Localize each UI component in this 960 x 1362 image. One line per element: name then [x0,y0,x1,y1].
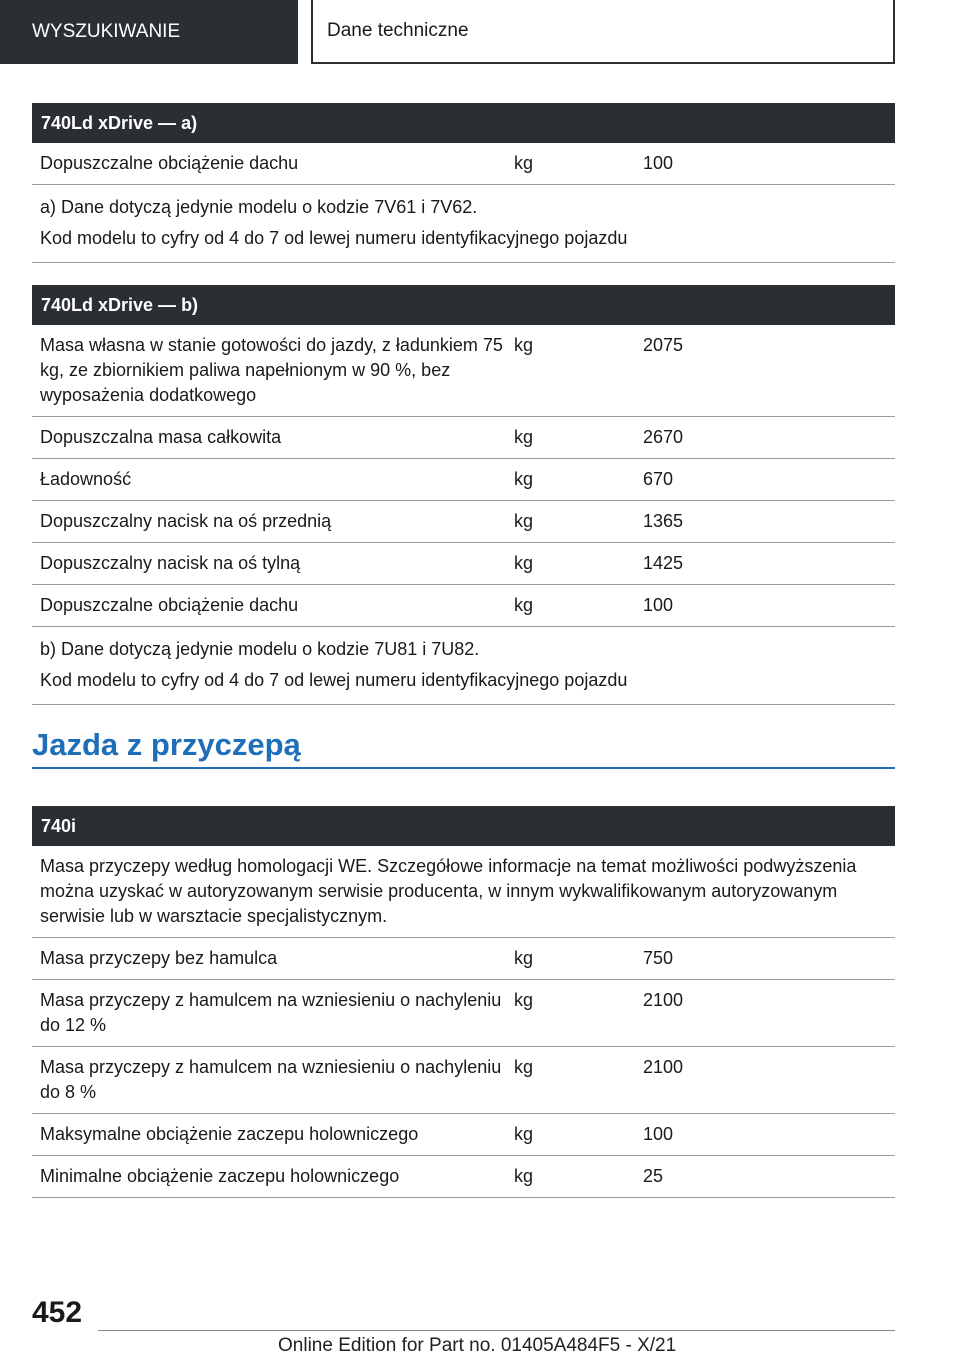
section-heading: Jazda z przyczepą [32,727,895,769]
row-unit: kg [514,1124,534,1144]
row-unit: kg [514,427,534,447]
table-row [32,543,895,585]
table-footnote [32,627,895,705]
row-unit: kg [514,1166,534,1186]
row-unit: kg [514,553,534,573]
row-value: 2100 [643,990,684,1010]
spec-table-740ld-a [32,103,895,263]
spec-table-740i-towing [32,806,895,1198]
row-label: Dopuszczalne obciążenie dachu [40,595,299,615]
row-label: Dopuszczalna masa całkowita [40,427,282,447]
row-value: 100 [643,595,674,615]
row-unit: kg [514,335,534,355]
row-value: 100 [643,153,674,173]
row-value: 670 [643,469,674,489]
row-label: Ładowność [40,469,132,489]
table-title: 740i [32,806,895,846]
table-row [32,325,895,417]
row-value: 100 [643,1124,674,1144]
row-value: 2075 [643,335,684,355]
row-label: Minimalne obciążenie zaczepu holowniczego [40,1166,400,1186]
row-unit: kg [514,511,534,531]
footnote-line: a) Dane dotyczą jedynie modelu o kodzie 7V61 i 7V62. [40,197,478,217]
table-row [32,585,895,627]
row-unit: kg [514,153,534,173]
row-value: 2670 [643,427,684,447]
row-value: 1365 [643,511,684,531]
table-title: 740Ld xDrive — b) [32,285,895,325]
page-number: 452 [32,1296,83,1329]
row-label: Maksymalne obciążenie zaczepu holowniczego [40,1124,419,1144]
row-unit: kg [514,990,534,1010]
footnote-line: b) Dane dotyczą jedynie modelu o kodzie 7U81 i 7U82. [40,639,480,659]
table-row [32,143,895,185]
edition-footer: Online Edition for Part no. 01405A484F5 - X/21 [278,1335,677,1356]
row-label: Masa własna w stanie gotowości do jazdy, z ładunkiem 75 kg, ze zbiornikiem paliwa napełnionym w 90 %, bez wyposażenia dodatkowego [40,335,503,405]
table-row [32,938,895,980]
row-label: Dopuszczalny nacisk na oś przednią [40,511,332,531]
row-label: Dopuszczalny nacisk na oś tylną [40,553,301,573]
table-row [32,1114,895,1156]
table-row [32,1156,895,1198]
row-label: Dopuszczalne obciążenie dachu [40,153,299,173]
spec-table-740ld-b [32,285,895,705]
row-value: 2100 [643,1057,684,1077]
row-value: 25 [643,1166,664,1186]
section-tab-technical-data[interactable]: Dane techniczne [311,0,895,64]
footer-divider [98,1330,895,1331]
table-row [32,1047,895,1114]
table-row [32,417,895,459]
row-label: Masa przyczepy z hamulcem na wzniesieniu o nachyleniu do 8 % [40,1057,502,1102]
table-row [32,459,895,501]
table-intro: Masa przyczepy według homologacji WE. Szczegółowe informacje na temat możliwości podwyższenia można uzyskać w autoryzowanym serwisie producenta, w innym wykwalifikowanym autoryzowanym serwisie lub w warsztacie specjalistycznym. [32,846,895,938]
table-title: 740Ld xDrive — a) [32,103,895,143]
row-label: Masa przyczepy z hamulcem na wzniesieniu o nachyleniu do 12 % [40,990,502,1035]
row-unit: kg [514,1057,534,1077]
table-footnote [32,185,895,263]
footnote-line: Kod modelu to cyfry od 4 do 7 od lewej numeru identyfikacyjnego pojazdu [40,670,628,690]
row-unit: kg [514,469,534,489]
table-row [32,980,895,1047]
row-value: 750 [643,948,674,968]
row-unit: kg [514,948,534,968]
footnote-line: Kod modelu to cyfry od 4 do 7 od lewej numeru identyfikacyjnego pojazdu [40,228,628,248]
table-row [32,501,895,543]
row-unit: kg [514,595,534,615]
search-tab[interactable]: WYSZUKIWANIE [0,0,298,64]
row-label: Masa przyczepy bez hamulca [40,948,278,968]
row-value: 1425 [643,553,684,573]
